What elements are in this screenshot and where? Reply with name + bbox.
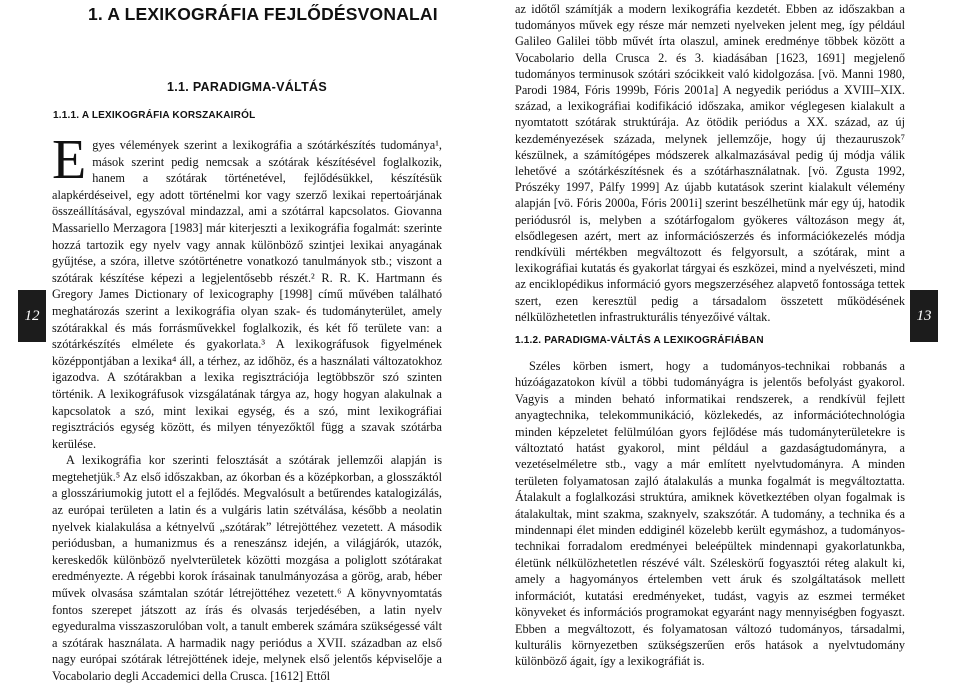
page-number-left: 12 xyxy=(18,290,46,342)
left-body-text xyxy=(52,129,442,685)
right-body-text-2 xyxy=(515,358,905,670)
subsection-title: 1.1.1. A LEXIKOGRÁFIA KORSZAKAIRÓL xyxy=(53,110,256,121)
paragraph xyxy=(52,129,442,452)
subsection-title: 1.1.2. PARADIGMA-VÁLTÁS A LEXIKOGRÁFIÁBAN xyxy=(515,335,764,346)
paragraph: az időtől számítják a modern lexikográfia kezdetét. Ebben az időszakban a tudományos művek egy része már nemzeti nyelveken jelent meg, így például Galileo Galilei több művét írta olaszul, aminek eredménye többek között a Vocabolario della Crusca 2. és 3. kiadásában [1623, 1691] megjelenő tudományos terminusok szótári szócikkeit való kidolgozása. [vö. Manni 1980, Parodi 1984, Fóris 1999b, Fóris 2001a] A negyedik periódus a XVIII–XIX. század, a lexikográfiai kodifikáció időszaka, amikor véglegesen kialakult a nyomtatott szótárak struktúrája. Az ötödik periódus a XX. század, az új kezdeményezések százada, melynek jellemzője, hogy új thezauruszok⁷ készülnek, a számítógépes módszerek alkalmazásával pedig új módja válik lehetővé a szótárkészítésnek és a szótárhasználatnak. [vö. Zgusta 1992, Prószéky 1997, Pálfy 1999] Az újabb kutatások szerint kialakult vélemény alapján [vö. Fóris 2000a, Fóris 2001i] szerint beszélhetünk már egy új, hatodik periódusról is, melyben a szótárfogalom gyökeres változáson megy át, elsődlegesen azért, mert az információszerzés és információkezelés módja rendkívüli mértékben megváltozott és felgyorsult, a szótárak, mint a lexikográfiai kutatás és gyakorlat tárgyai és eszközei, mind a nyelvészeti, mind az enciklopédikus információ gyors megszerzéséhez alapvető fontossága tettek szert, ezen keresztül pedig a társadalom összetett működésének nélkülözhetetlen infrastrukturális tényezőivé váltak. xyxy=(515,2,905,324)
paragraph: Széles körben ismert, hogy a tudományos-technikai robbanás a húzóágazatokon kívül a többi tudományágra is jelentős befolyást gyakorol. Vagyis a minden beható informatikai rendszerek, a rendkívül fejlett anyagtechnika, telekommunikáció, közlekedés, az információtechnológia minden képzeletet felülmúlóan gyors fejlődése más tudományterületekre is változtató hatást gyakorol, mint például a gazdaságtudományra, a vezetéselméletre stb., vagy a már említett nyelvtudományra. A minden területen folyamatosan zajló átalakulás a munka fogalmát is megváltoztatta. Átalakult a foglalkozási struktúra, amiknek következtében olyan fogalmak is átalakultak, mint szakma, szaknyelv, szakszótár. A tudomány, a technika és a mindennapi élet minden eddiginél közelebb került egymáshoz, a tudományos-technikai forradalom eredményei beleépültek mindennapi gyakorlatunkba, életünk nélkülözhetetlen részévé vált. Széleskörű fogyasztói réteg alakult ki, amely a hagyományos értelemben vett áruk és szolgáltatások mellett információt, kutatási eredményeket, tudást, vagyis az eszmei terméket könyveket és információs programokat egyaránt nagy mennyiségben fogyaszt. Ebben a megváltozott, és folyamatosan változó tudományos, társadalmi, kulturális környezetben szükségszerűen erős hatások a nyelvtudomány különböző ágait, így a lexikográfiát is. xyxy=(515,359,905,669)
section-title: 1.1. PARADIGMA-VÁLTÁS xyxy=(167,80,328,94)
paragraph: A lexikográfia kor szerinti felosztását a szótárak jellemzői alapján is megtehetjük.⁵ Az első időszakban, az ókorban és a középkorban, a glosszáktól a glosszáriumokig jutott el a fejlődés. Megvalósult a betűrendes katalogizálás, az európai területen a latin és a vulgáris latin szétválása, később a neolatin nyelvek kialakulása a kétnyelvű „szótárak” létrejöttéhez vezetett. A második periódusban, a humanizmus és a reneszánsz idején, a világjárók, utazók, kereskedők különböző nyelvterületek közötti mozgása a poliglott szótárakat eredményezte. A régebbi korok írásainak tanulmányozása a görög, arab, héber művek olvasása számtalan szótár létrejöttéhez vezetett.⁶ A könyvnyomtatás fontos szerepet játszott az írás és olvasás terjedésében, a latin nyelv egyeduralma visszaszorulóban volt, a tanult emberek számára szükségessé vált a szótárak használata. A harmadik nagy periódus a XVII. században az első nagy európai szótárak létrejöttének ideje, melynek első jelentős képviselője a Vocabolario degli Accademici della Crusca. [1612] Ettől xyxy=(52,453,442,683)
right-page xyxy=(515,0,905,669)
left-page xyxy=(52,0,442,683)
chapter-title: 1. A LEXIKOGRÁFIA FEJLŐDÉSVONALAI xyxy=(88,4,438,24)
paragraph-text: gyes vélemények szerint a lexikográfia a szótárkészítés tudománya¹, mások szerint pedig nemcsak a szótárak készítésével foglalkozik, hanem a szótárak történetével, fejlődésükkel, készítésük alapkérdéseivel, egy adott történelmi kor vagy szerző lexikai repertoárjának összeállításával, egyszóval mindazzal, ami a szótárral kapcsolatos. Giovanna Massariello Merzagora [1983] már kiterjeszti a lexikográfia fogalmát: szerinte hozzá tartozik egy nyelv vagy annak különböző szintjei lexikai anyagának gyűjtése, a szóra, illetve szótörténetre vonatkozó tanulmányok stb.; viszont a szótárak készítése képezi a legjelentősebb részét.² R. R. K. Hartmann és Gregory James Dictionary of lexicography [1998] című művében található meghatározás szerint a lexikográfia olyan szak- és tudományterület, amely szótárakkal és más forrásművekkel foglalkozik, és két fő területe van: a szótárkészítés elmélete és gyakorlata.³ A lexikográfusok figyelmének középpontjában a lexika⁴ áll, a térhez, az időhöz, és a használati változatokhoz igazodva. A szótárakban a lexika regisztrációja legtöbbször szó szinten történik. A lexikográfusok vizsgálatának tárgya az, hogy hogyan alakulnak a kapcsolatok a szó, mint lexikai egység, és a szó, mint lexikográfiai regisztrációs egység között, és milyen tényezőktől függ a szavak szótárba kerülése. xyxy=(52,138,442,451)
drop-cap: E xyxy=(52,129,87,191)
right-body-text xyxy=(515,1,905,325)
page-number-right: 13 xyxy=(910,290,938,342)
